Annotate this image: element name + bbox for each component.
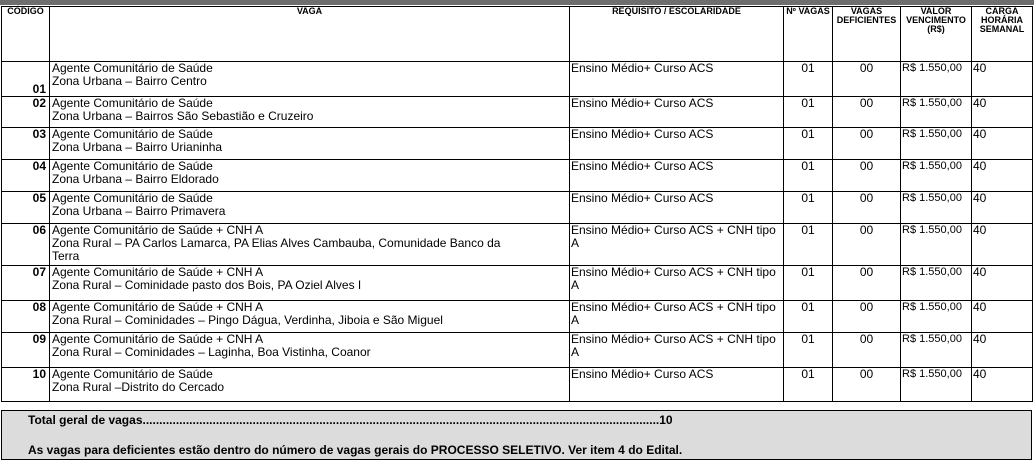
cell-codigo: 08: [2, 301, 50, 333]
cell-n-vagas: 01: [784, 62, 833, 97]
cell-valor: R$ 1.550,00: [901, 266, 972, 301]
header-vaga: VAGA: [50, 7, 570, 62]
cell-codigo: 02: [2, 97, 50, 128]
cell-vagas-deficientes: 00: [833, 224, 901, 266]
cell-n-vagas: 01: [784, 97, 833, 128]
cell-vaga: [50, 97, 570, 128]
cell-valor: R$ 1.550,00: [901, 333, 972, 368]
table-row: [2, 97, 1033, 128]
cell-n-vagas: 01: [784, 368, 833, 402]
cell-codigo: 09: [2, 333, 50, 368]
cell-requisito: Ensino Médio+ Curso ACS: [570, 97, 784, 128]
vaga-line: Agente Comunitário de Saúde + CNH A: [52, 265, 264, 279]
cell-valor: R$ 1.550,00: [901, 97, 972, 128]
cell-vagas-deficientes: 00: [833, 266, 901, 301]
cell-valor: R$ 1.550,00: [901, 128, 972, 160]
cell-codigo: 01: [2, 62, 50, 97]
cell-valor: R$ 1.550,00: [901, 368, 972, 402]
cell-vaga: [50, 333, 570, 368]
vaga-line: Zona Rural – Cominidades – Laginha, Boa Vistinha, Coanor: [52, 345, 371, 359]
cell-vagas-deficientes: 00: [833, 368, 901, 402]
cell-vaga: [50, 301, 570, 333]
cell-carga: 40: [972, 128, 1033, 160]
vaga-line: Agente Comunitário de Saúde: [52, 96, 213, 110]
cell-codigo: 03: [2, 128, 50, 160]
cell-carga: 40: [972, 160, 1033, 192]
vaga-line: Zona Rural –Distrito do Cercado: [52, 380, 225, 394]
cell-valor: R$ 1.550,00: [901, 160, 972, 192]
table-footer: [1, 410, 1032, 460]
cell-n-vagas: 01: [784, 333, 833, 368]
header-row: [2, 7, 1033, 62]
vaga-line: Zona Rural – Cominidade pasto dos Bois, PA Oziel Alves I: [52, 278, 362, 292]
cell-carga: 40: [972, 266, 1033, 301]
cell-n-vagas: 01: [784, 160, 833, 192]
vaga-line: Agente Comunitário de Saúde + CNH A: [52, 332, 264, 346]
cell-carga: 40: [972, 224, 1033, 266]
vaga-line: Agente Comunitário de Saúde: [52, 61, 213, 75]
cell-vaga: [50, 368, 570, 402]
cell-requisito: Ensino Médio+ Curso ACS: [570, 368, 784, 402]
cell-carga: 40: [972, 97, 1033, 128]
cell-vagas-deficientes: 00: [833, 160, 901, 192]
top-rule: [0, 0, 1034, 5]
header-n-vagas: Nº VAGAS: [784, 7, 833, 62]
cell-valor: R$ 1.550,00: [901, 301, 972, 333]
cell-carga: 40: [972, 192, 1033, 224]
cell-codigo: 04: [2, 160, 50, 192]
cell-vagas-deficientes: 00: [833, 62, 901, 97]
cell-carga: 40: [972, 368, 1033, 402]
cell-vaga: [50, 192, 570, 224]
vaga-line: Zona Urbana – Bairros São Sebastião e Cruzeiro: [52, 109, 314, 123]
cell-vagas-deficientes: 00: [833, 97, 901, 128]
cell-carga: 40: [972, 333, 1033, 368]
cell-carga: 40: [972, 62, 1033, 97]
vaga-line: Agente Comunitário de Saúde: [52, 127, 213, 141]
cell-codigo: 10: [2, 368, 50, 402]
vaga-line: Terra: [52, 249, 80, 263]
cell-n-vagas: 01: [784, 128, 833, 160]
vaga-line: Agente Comunitário de Saúde: [52, 159, 213, 173]
cell-requisito: Ensino Médio+ Curso ACS + CNH tipo A: [570, 301, 784, 333]
vaga-line: Agente Comunitário de Saúde + CNH A: [52, 223, 264, 237]
cell-vagas-deficientes: 00: [833, 333, 901, 368]
table-row: [2, 192, 1033, 224]
header-valor: VALOR VENCIMENTO (R$): [901, 7, 972, 62]
table-row: [2, 333, 1033, 368]
vaga-line: Zona Rural – Cominidades – Pingo Dágua, Verdinha, Jiboia e São Miguel: [52, 313, 443, 327]
table-row: [2, 301, 1033, 333]
cell-codigo: 05: [2, 192, 50, 224]
cell-n-vagas: 01: [784, 266, 833, 301]
cell-n-vagas: 01: [784, 301, 833, 333]
total-vagas: Total geral de vagas...........................................................................................................................................................10: [28, 413, 673, 427]
cell-valor: R$ 1.550,00: [901, 224, 972, 266]
vaga-line: Zona Urbana – Bairro Eldorado: [52, 172, 219, 186]
header-codigo: CÓDIGO: [2, 7, 50, 62]
cell-vaga: [50, 266, 570, 301]
cell-requisito: Ensino Médio+ Curso ACS + CNH tipo A: [570, 224, 784, 266]
table-row: [2, 128, 1033, 160]
cell-requisito: Ensino Médio+ Curso ACS: [570, 62, 784, 97]
cell-requisito: Ensino Médio+ Curso ACS: [570, 128, 784, 160]
footer-note: As vagas para deficientes estão dentro do número de vagas gerais do PROCESSO SELETIVO. Ver item 4 do Edital.: [28, 443, 683, 457]
cell-requisito: Ensino Médio+ Curso ACS: [570, 160, 784, 192]
vaga-line: Agente Comunitário de Saúde: [52, 367, 213, 381]
cell-vaga: [50, 224, 570, 266]
header-requisito: REQUISITO / ESCOLARIDADE: [570, 7, 784, 62]
cell-carga: 40: [972, 301, 1033, 333]
cell-valor: R$ 1.550,00: [901, 62, 972, 97]
cell-vagas-deficientes: 00: [833, 301, 901, 333]
vaga-line: Agente Comunitário de Saúde + CNH A: [52, 300, 264, 314]
cell-vaga: [50, 128, 570, 160]
table-row: [2, 160, 1033, 192]
vaga-line: Agente Comunitário de Saúde: [52, 191, 213, 205]
table-row: [2, 368, 1033, 402]
vaga-line: Zona Rural – PA Carlos Lamarca, PA Elias Alves Cambauba, Comunidade Banco da: [52, 236, 501, 250]
vacancies-table: [1, 6, 1033, 402]
cell-vaga: [50, 62, 570, 97]
cell-codigo: 07: [2, 266, 50, 301]
vaga-line: Zona Urbana – Bairro Primavera: [52, 204, 226, 218]
vaga-line: Zona Urbana – Bairro Urianinha: [52, 140, 223, 154]
cell-vagas-deficientes: 00: [833, 128, 901, 160]
cell-n-vagas: 01: [784, 224, 833, 266]
table-row: [2, 62, 1033, 97]
cell-vagas-deficientes: 00: [833, 192, 901, 224]
cell-valor: R$ 1.550,00: [901, 192, 972, 224]
cell-codigo: 06: [2, 224, 50, 266]
cell-n-vagas: 01: [784, 192, 833, 224]
vaga-line: Zona Urbana – Bairro Centro: [52, 74, 207, 88]
table-row: [2, 266, 1033, 301]
cell-requisito: Ensino Médio+ Curso ACS + CNH tipo A: [570, 333, 784, 368]
cell-requisito: Ensino Médio+ Curso ACS + CNH tipo A: [570, 266, 784, 301]
header-vagas-deficientes: VAGAS DEFICIENTES: [833, 7, 901, 62]
cell-vaga: [50, 160, 570, 192]
header-carga: CARGA HORÁRIA SEMANAL: [972, 7, 1033, 62]
table-row: [2, 224, 1033, 266]
cell-requisito: Ensino Médio+ Curso ACS: [570, 192, 784, 224]
